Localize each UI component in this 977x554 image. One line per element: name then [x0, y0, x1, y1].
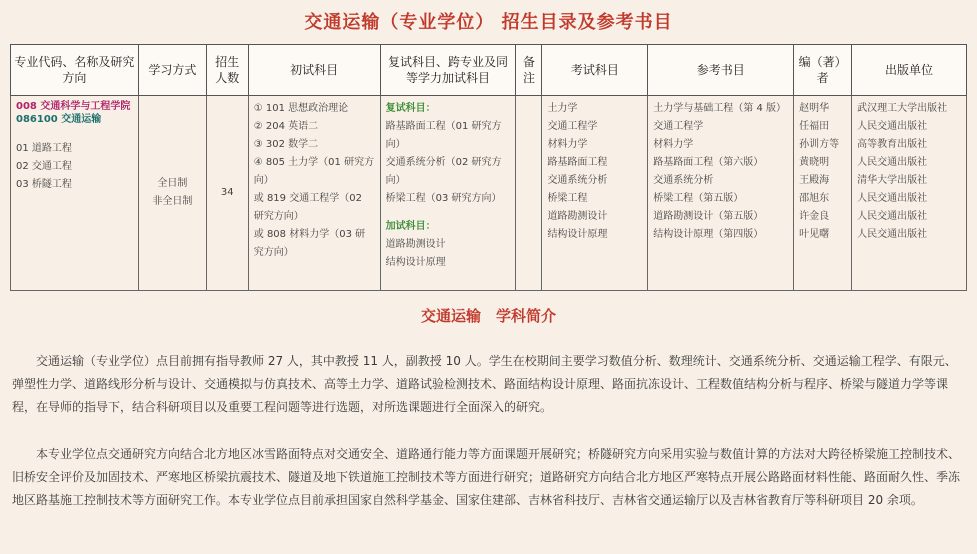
enrollment-count: 34 — [220, 187, 234, 198]
retest-item: 桥梁工程（03 研究方向） — [385, 193, 502, 204]
first-exam-item: ④ 805 土力学（01 研究方向） — [253, 157, 375, 186]
cell-remark — [516, 96, 542, 291]
extra-item: 结构设计原理 — [385, 257, 446, 268]
header-retest: 复试科目、跨专业及同等学力加试科目 — [380, 45, 516, 96]
header-remark: 备注 — [516, 45, 542, 96]
publisher: 人民交通出版社 — [857, 193, 928, 204]
extra-heading: 加试科目： — [385, 221, 436, 232]
direction-item: 03 桥隧工程 — [16, 179, 72, 190]
cell-authors — [794, 96, 852, 291]
cell-enrollment — [206, 96, 248, 291]
cell-first-exam — [248, 96, 380, 291]
exam-subject: 交通系统分析 — [547, 175, 608, 186]
cell-study-mode — [138, 96, 206, 291]
book-title: 材料力学 — [653, 139, 694, 150]
publisher: 人民交通出版社 — [857, 121, 928, 132]
header-enrollment: 招生人数 — [206, 45, 248, 96]
author: 孙训方等 — [799, 139, 840, 150]
author: 王殿海 — [799, 175, 830, 186]
exam-subject: 交通工程学 — [547, 121, 598, 132]
exam-subject: 桥梁工程 — [547, 193, 588, 204]
publisher: 人民交通出版社 — [857, 229, 928, 240]
direction-item: 02 交通工程 — [16, 161, 72, 172]
header-first-exam: 初试科目 — [248, 45, 380, 96]
header-authors: 编（著）者 — [794, 45, 852, 96]
book-title: 结构设计原理（第四版） — [653, 229, 764, 240]
study-mode: 非全日制 — [152, 196, 193, 207]
catalog-table — [10, 44, 967, 291]
retest-item: 路基路面工程（01 研究方向） — [385, 121, 502, 150]
retest-heading: 复试科目： — [385, 103, 436, 114]
author: 黄晓明 — [799, 157, 830, 168]
author: 邵旭东 — [799, 193, 830, 204]
major-name: 086100 交通运输 — [16, 114, 102, 125]
publisher: 人民交通出版社 — [857, 211, 928, 222]
author: 叶见曙 — [799, 229, 830, 240]
header-major: 专业代码、名称及研究方向 — [11, 45, 139, 96]
book-title: 道路勘测设计（第五版） — [653, 211, 764, 222]
section-title: 交通运输 学科简介 — [420, 307, 556, 325]
author: 许金良 — [799, 211, 830, 222]
header-books: 参考书目 — [648, 45, 794, 96]
cell-retest — [380, 96, 516, 291]
book-title: 桥梁工程（第五版） — [653, 193, 744, 204]
book-title: 土力学与基础工程（第 4 版） — [653, 103, 787, 114]
direction-item: 01 道路工程 — [16, 143, 72, 154]
page-title: 交通运输（专业学位） 招生目录及参考书目 — [304, 12, 673, 33]
exam-subject: 结构设计原理 — [547, 229, 608, 240]
retest-item: 交通系统分析（02 研究方向） — [385, 157, 502, 186]
header-exam-subjects: 考试科目 — [542, 45, 648, 96]
table-header-row — [11, 45, 967, 96]
first-exam-item: ② 204 英语二 — [253, 121, 319, 132]
publisher: 高等教育出版社 — [857, 139, 928, 150]
college-name: 008 交通科学与工程学院 — [16, 101, 131, 112]
author: 任福田 — [799, 121, 830, 132]
author: 赵明华 — [799, 103, 830, 114]
research-paragraph: 本专业学位点交通研究方向结合北方地区冰雪路面特点对交通安全、道路通行能力等方面课题开展研究；桥隧研究方向采用实验与数值计算的方法对大跨径桥梁施工控制技术、旧桥安全评价及加固技术、严寒地区桥梁抗震技术、隧道及地下铁道施工控制技术等方面进行研究；道路研究方向结合北方地区严寒特点开展公路路面材料性能、路面耐久性、季冻地区路基施工控制技术等方面研究工作。本专业学位点目前承担国家自然科学基金、国家住建部、吉林省科技厅、吉林省交通运输厅以及吉林省教育厅等科研项目 20 余项。 — [12, 447, 961, 507]
exam-subject: 路基路面工程 — [547, 157, 608, 168]
cell-books — [648, 96, 794, 291]
exam-subject: 土力学 — [547, 103, 578, 114]
cell-exam-subjects — [542, 96, 648, 291]
cell-publishers — [852, 96, 967, 291]
book-title: 路基路面工程（第六版） — [653, 157, 764, 168]
first-exam-item: ① 101 思想政治理论 — [253, 103, 349, 114]
header-study-mode: 学习方式 — [138, 45, 206, 96]
exam-subject: 道路勘测设计 — [547, 211, 608, 222]
book-title: 交通工程学 — [653, 121, 704, 132]
publisher: 人民交通出版社 — [857, 157, 928, 168]
first-exam-item: 或 808 材料力学（03 研究方向） — [253, 229, 366, 258]
first-exam-item: ③ 302 数学二 — [253, 139, 319, 150]
cell-major — [11, 96, 139, 291]
intro-paragraph: 交通运输（专业学位）点目前拥有指导教师 27 人，其中教授 11 人，副教授 10 人。学生在校期间主要学习数值分析、数理统计、交通系统分析、交通运输工程学、有限元、弹塑性力学、道路线形分析与设计、交通模拟与仿真技术、高等土力学、道路试验检测技术、路面结构设计原理、路面抗冻设计、工程数值结构分析与程序、桥梁与隧道力学等课程，在导师的指导下，结合科研项目以及重要工程问题等进行选题，对所选课题进行全面深入的研究。 — [12, 354, 957, 414]
publisher: 武汉理工大学出版社 — [857, 103, 948, 114]
study-mode: 全日制 — [157, 178, 188, 189]
header-publishers: 出版单位 — [852, 45, 967, 96]
extra-item: 道路勘测设计 — [385, 239, 446, 250]
exam-subject: 材料力学 — [547, 139, 588, 150]
book-title: 交通系统分析 — [653, 175, 714, 186]
table-row — [11, 96, 967, 291]
publisher: 清华大学出版社 — [857, 175, 928, 186]
first-exam-item: 或 819 交通工程学（02 研究方向） — [253, 193, 362, 222]
